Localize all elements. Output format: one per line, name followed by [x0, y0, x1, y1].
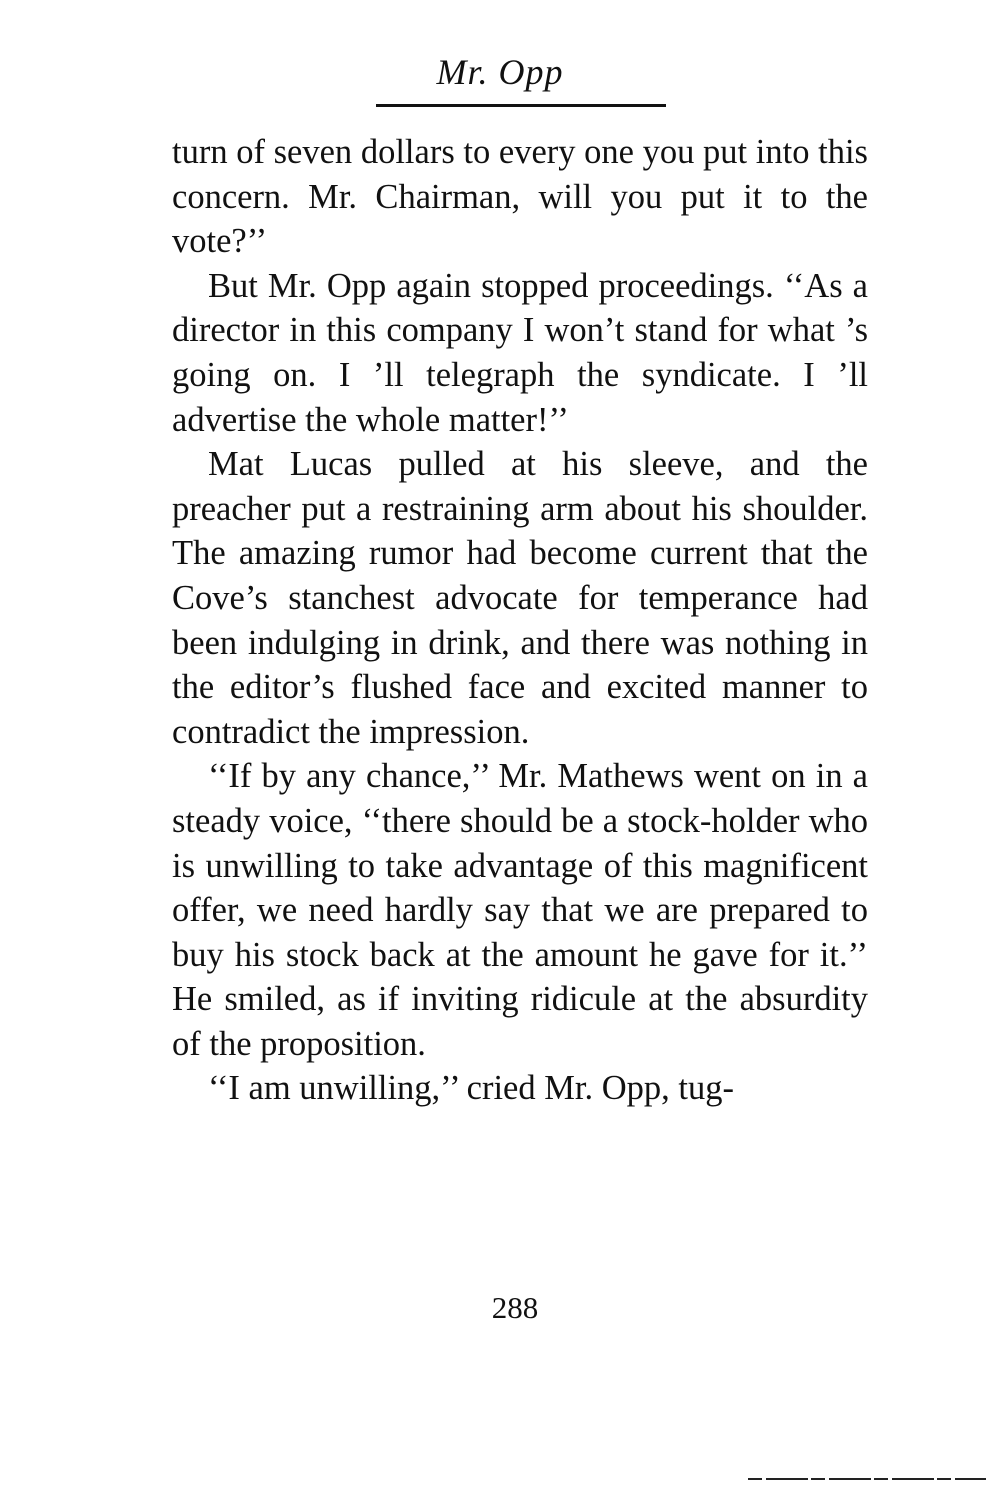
header-rule: [376, 104, 666, 107]
paragraph-1: turn of seven dollars to every one you put into this concern. Mr. Chairman, will you put it to the vote?’’: [172, 133, 868, 261]
paragraph-5: ‘‘I am unwilling,’’ cried Mr. Opp, tug-: [208, 1069, 734, 1108]
paragraph-4: ‘‘If by any chance,’’ Mr. Mathews went on in a steady voice, ‘‘there should be a stock-holder who is unwilling to take advantage of this magnificent offer, we need hardly say that we are prepared to buy his stock back at the amount he gave for it.’’ He smiled, as if inviting ridicule at the absurdity of the proposition.: [172, 757, 868, 1063]
page-number: 288: [491, 1290, 539, 1325]
paragraph-3: Mat Lucas pulled at his sleeve, and the preacher put a restraining arm about his shoulder. The amazing rumor had become current that the Cove’s stanchest advocate for temperance had been indulging in drink, and there was nothing in the editor’s flushed face and excited manner to contradict the impression.: [172, 445, 868, 751]
paragraph-2: But Mr. Opp again stopped proceedings. ‘‘As a director in this company I won’t stand for what ’s going on. I ’ll telegraph the syndicate. I ’ll advertise the whole matter!’’: [172, 266, 868, 439]
scan-edge-line: [748, 1478, 986, 1480]
running-head: Mr. Opp: [436, 52, 564, 92]
body-text: [172, 130, 868, 1111]
